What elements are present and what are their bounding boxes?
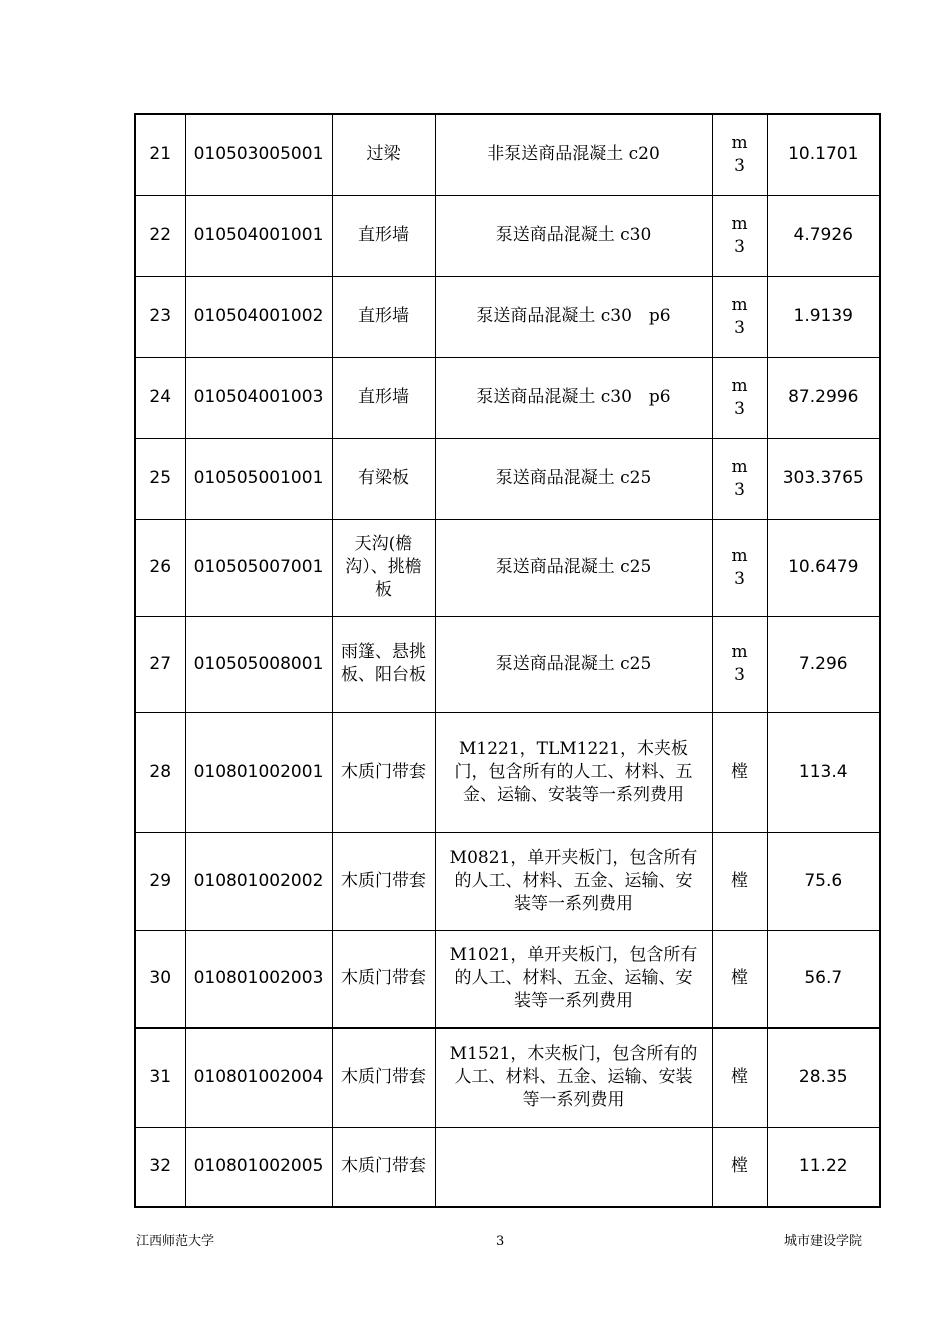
item-name: 直形墙 bbox=[332, 357, 435, 438]
item-unit: m3 bbox=[712, 114, 767, 195]
item-description: 泵送商品混凝土 c30 bbox=[435, 195, 712, 276]
table-row bbox=[135, 519, 880, 616]
table-row bbox=[135, 930, 880, 1028]
table-row bbox=[135, 114, 880, 195]
item-code: 010505007001 bbox=[185, 519, 332, 616]
item-quantity: 1.9139 bbox=[767, 276, 880, 357]
footer-college: 城市建设学院 bbox=[783, 1234, 862, 1249]
item-description: 泵送商品混凝土 c25 bbox=[435, 438, 712, 519]
row-number: 28 bbox=[135, 712, 185, 832]
item-name: 天沟(檐沟）、挑檐板 bbox=[332, 519, 435, 616]
item-code: 010505001001 bbox=[185, 438, 332, 519]
item-quantity: 28.35 bbox=[767, 1028, 880, 1127]
item-name: 雨篷、悬挑板、阳台板 bbox=[332, 616, 435, 712]
item-name: 直形墙 bbox=[332, 195, 435, 276]
item-description: 泵送商品混凝土 c30 p6 bbox=[435, 276, 712, 357]
item-unit: m3 bbox=[712, 519, 767, 616]
item-quantity: 113.4 bbox=[767, 712, 880, 832]
item-description: M1021，单开夹板门，包含所有的人工、材料、五金、运输、安装等一系列费用 bbox=[435, 930, 712, 1028]
table-row bbox=[135, 276, 880, 357]
item-code: 010801002002 bbox=[185, 832, 332, 930]
row-number: 24 bbox=[135, 357, 185, 438]
row-number: 31 bbox=[135, 1028, 185, 1127]
row-number: 27 bbox=[135, 616, 185, 712]
item-unit: m3 bbox=[712, 195, 767, 276]
item-quantity: 10.6479 bbox=[767, 519, 880, 616]
item-code: 010801002003 bbox=[185, 930, 332, 1028]
item-name: 木质门带套 bbox=[332, 832, 435, 930]
item-unit: m3 bbox=[712, 357, 767, 438]
item-description: M1521，木夹板门，包含所有的人工、材料、五金、运输、安装等一系列费用 bbox=[435, 1028, 712, 1127]
bill-of-quantities-table bbox=[134, 113, 881, 1208]
item-unit: 樘 bbox=[712, 832, 767, 930]
item-code: 010801002001 bbox=[185, 712, 332, 832]
item-code: 010504001002 bbox=[185, 276, 332, 357]
item-quantity: 7.296 bbox=[767, 616, 880, 712]
table-row bbox=[135, 616, 880, 712]
item-quantity: 87.2996 bbox=[767, 357, 880, 438]
item-name: 木质门带套 bbox=[332, 1127, 435, 1207]
item-unit: 樘 bbox=[712, 1127, 767, 1207]
row-number: 23 bbox=[135, 276, 185, 357]
row-number: 32 bbox=[135, 1127, 185, 1207]
item-unit: 樘 bbox=[712, 712, 767, 832]
row-number: 29 bbox=[135, 832, 185, 930]
item-quantity: 303.3765 bbox=[767, 438, 880, 519]
table-row bbox=[135, 438, 880, 519]
item-unit: 樘 bbox=[712, 930, 767, 1028]
item-code: 010504001003 bbox=[185, 357, 332, 438]
item-unit: 樘 bbox=[712, 1028, 767, 1127]
item-name: 木质门带套 bbox=[332, 712, 435, 832]
item-quantity: 56.7 bbox=[767, 930, 880, 1028]
page-number: 3 bbox=[496, 1234, 505, 1249]
item-code: 010801002004 bbox=[185, 1028, 332, 1127]
item-description: M0821，单开夹板门，包含所有的人工、材料、五金、运输、安装等一系列费用 bbox=[435, 832, 712, 930]
item-description: 泵送商品混凝土 c30 p6 bbox=[435, 357, 712, 438]
item-name: 过梁 bbox=[332, 114, 435, 195]
item-name: 木质门带套 bbox=[332, 930, 435, 1028]
row-number: 22 bbox=[135, 195, 185, 276]
table-body bbox=[135, 114, 880, 1207]
row-number: 26 bbox=[135, 519, 185, 616]
item-description: 非泵送商品混凝土 c20 bbox=[435, 114, 712, 195]
item-code: 010801002005 bbox=[185, 1127, 332, 1207]
row-number: 30 bbox=[135, 930, 185, 1028]
item-description bbox=[435, 1127, 712, 1207]
item-quantity: 75.6 bbox=[767, 832, 880, 930]
item-description: 泵送商品混凝土 c25 bbox=[435, 519, 712, 616]
page-footer bbox=[136, 1233, 862, 1253]
item-name: 木质门带套 bbox=[332, 1028, 435, 1127]
item-quantity: 10.1701 bbox=[767, 114, 880, 195]
item-code: 010503005001 bbox=[185, 114, 332, 195]
item-quantity: 11.22 bbox=[767, 1127, 880, 1207]
table-row bbox=[135, 1127, 880, 1207]
item-description: M1221，TLM1221，木夹板门，包含所有的人工、材料、五金、运输、安装等一系列费用 bbox=[435, 712, 712, 832]
table-row bbox=[135, 1028, 880, 1127]
row-number: 21 bbox=[135, 114, 185, 195]
item-name: 有梁板 bbox=[332, 438, 435, 519]
item-code: 010504001001 bbox=[185, 195, 332, 276]
footer-university: 江西师范大学 bbox=[136, 1234, 215, 1249]
table-row bbox=[135, 832, 880, 930]
item-unit: m3 bbox=[712, 616, 767, 712]
item-code: 010505008001 bbox=[185, 616, 332, 712]
item-unit: m3 bbox=[712, 438, 767, 519]
table-row bbox=[135, 712, 880, 832]
item-quantity: 4.7926 bbox=[767, 195, 880, 276]
item-name: 直形墙 bbox=[332, 276, 435, 357]
item-description: 泵送商品混凝土 c25 bbox=[435, 616, 712, 712]
row-number: 25 bbox=[135, 438, 185, 519]
item-unit: m3 bbox=[712, 276, 767, 357]
table-row bbox=[135, 357, 880, 438]
table-row bbox=[135, 195, 880, 276]
